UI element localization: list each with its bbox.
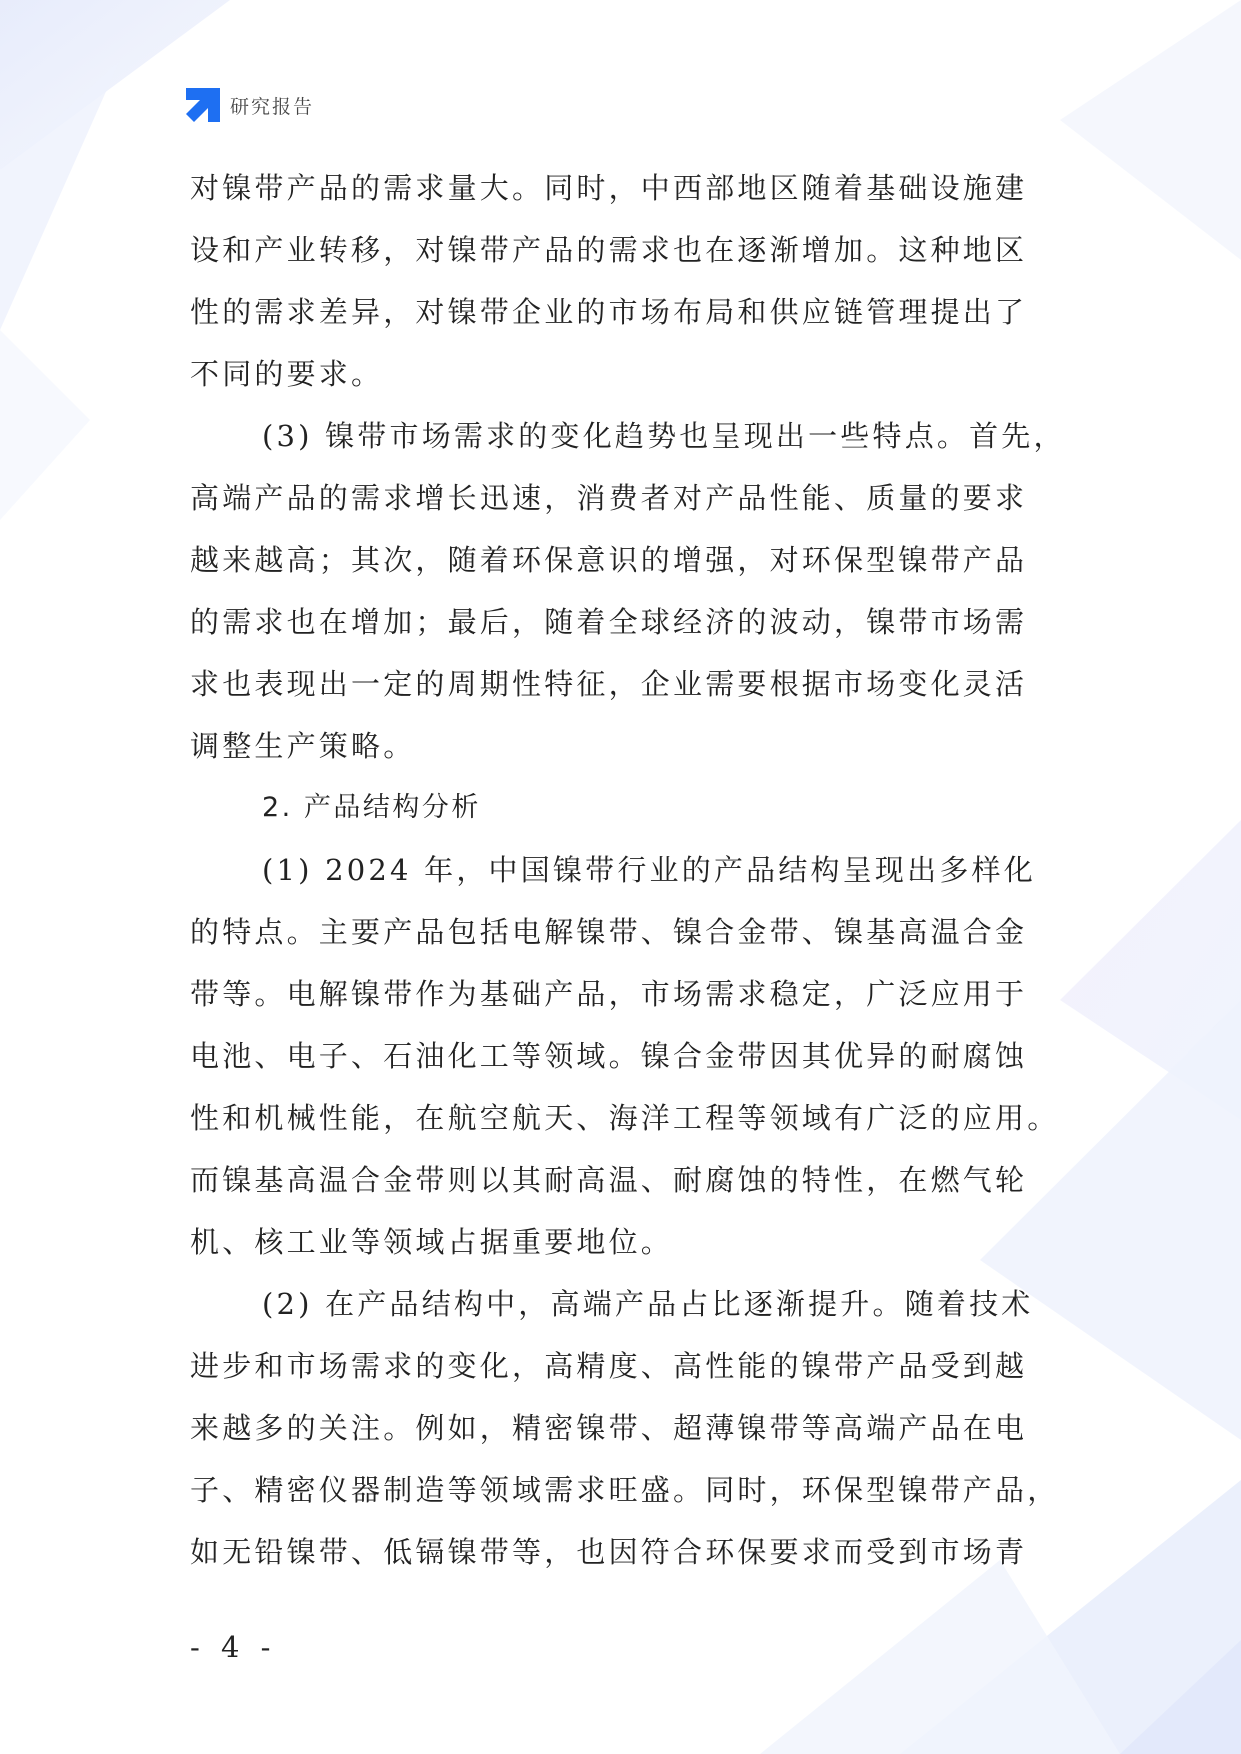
text-line: 越来越高；其次，随着环保意识的增强，对环保型镍带产品 — [190, 543, 1028, 577]
header-title: 研究报告 — [230, 95, 315, 118]
text-line: 电池、电子、石油化工等领域。镍合金带因其优异的耐腐蚀 — [190, 1039, 1028, 1073]
text-line: 的需求也在增加；最后，随着全球经济的波动，镍带市场需 — [190, 605, 1028, 639]
text-line: 如无铅镍带、低镉镍带等，也因符合环保要求而受到市场青 — [190, 1535, 1028, 1569]
text-line: 来越多的关注。例如，精密镍带、超薄镍带等高端产品在电 — [190, 1411, 1028, 1445]
text-line: 而镍基高温合金带则以其耐高温、耐腐蚀的特性，在燃气轮 — [190, 1163, 1028, 1197]
text-line: 进步和市场需求的变化，高精度、高性能的镍带产品受到越 — [190, 1349, 1028, 1383]
paragraph-start-2: (2) 在产品结构中，高端产品占比逐渐提升。随着技术 — [262, 1287, 1034, 1321]
text-line: 的特点。主要产品包括电解镍带、镍合金带、镍基高温合金 — [190, 915, 1028, 949]
text-line: 性的需求差异，对镍带企业的市场布局和供应链管理提出了 — [190, 295, 1028, 329]
paragraph-start-3: (3) 镍带市场需求的变化趋势也呈现出一些特点。首先， — [262, 419, 1066, 453]
text-line: 高端产品的需求增长迅速，消费者对产品性能、质量的要求 — [190, 481, 1028, 515]
text-line: 求也表现出一定的周期性特征，企业需要根据市场变化灵活 — [190, 667, 1028, 701]
paragraph-start-1: (1) 2024 年，中国镍带行业的产品结构呈现出多样化 — [262, 853, 1036, 887]
text-line: 机、核工业等领域占据重要地位。 — [190, 1225, 674, 1259]
logo-arrow-icon — [186, 88, 220, 122]
page-number: - 4 - — [190, 1630, 277, 1664]
text-line: 设和产业转移，对镍带产品的需求也在逐渐增加。这种地区 — [190, 233, 1028, 267]
text-line: 子、精密仪器制造等领域需求旺盛。同时，环保型镍带产品， — [190, 1473, 1060, 1507]
text-line: 对镍带产品的需求量大。同时，中西部地区随着基础设施建 — [190, 171, 1028, 205]
text-line: 带等。电解镍带作为基础产品，市场需求稳定，广泛应用于 — [190, 977, 1028, 1011]
text-line: 调整生产策略。 — [190, 729, 416, 763]
section-heading: 2. 产品结构分析 — [262, 792, 481, 823]
page-header — [186, 88, 314, 122]
text-line: 不同的要求。 — [190, 357, 384, 391]
text-line: 性和机械性能，在航空航天、海洋工程等领域有广泛的应用。 — [190, 1101, 1060, 1135]
document-body — [190, 157, 1066, 1583]
